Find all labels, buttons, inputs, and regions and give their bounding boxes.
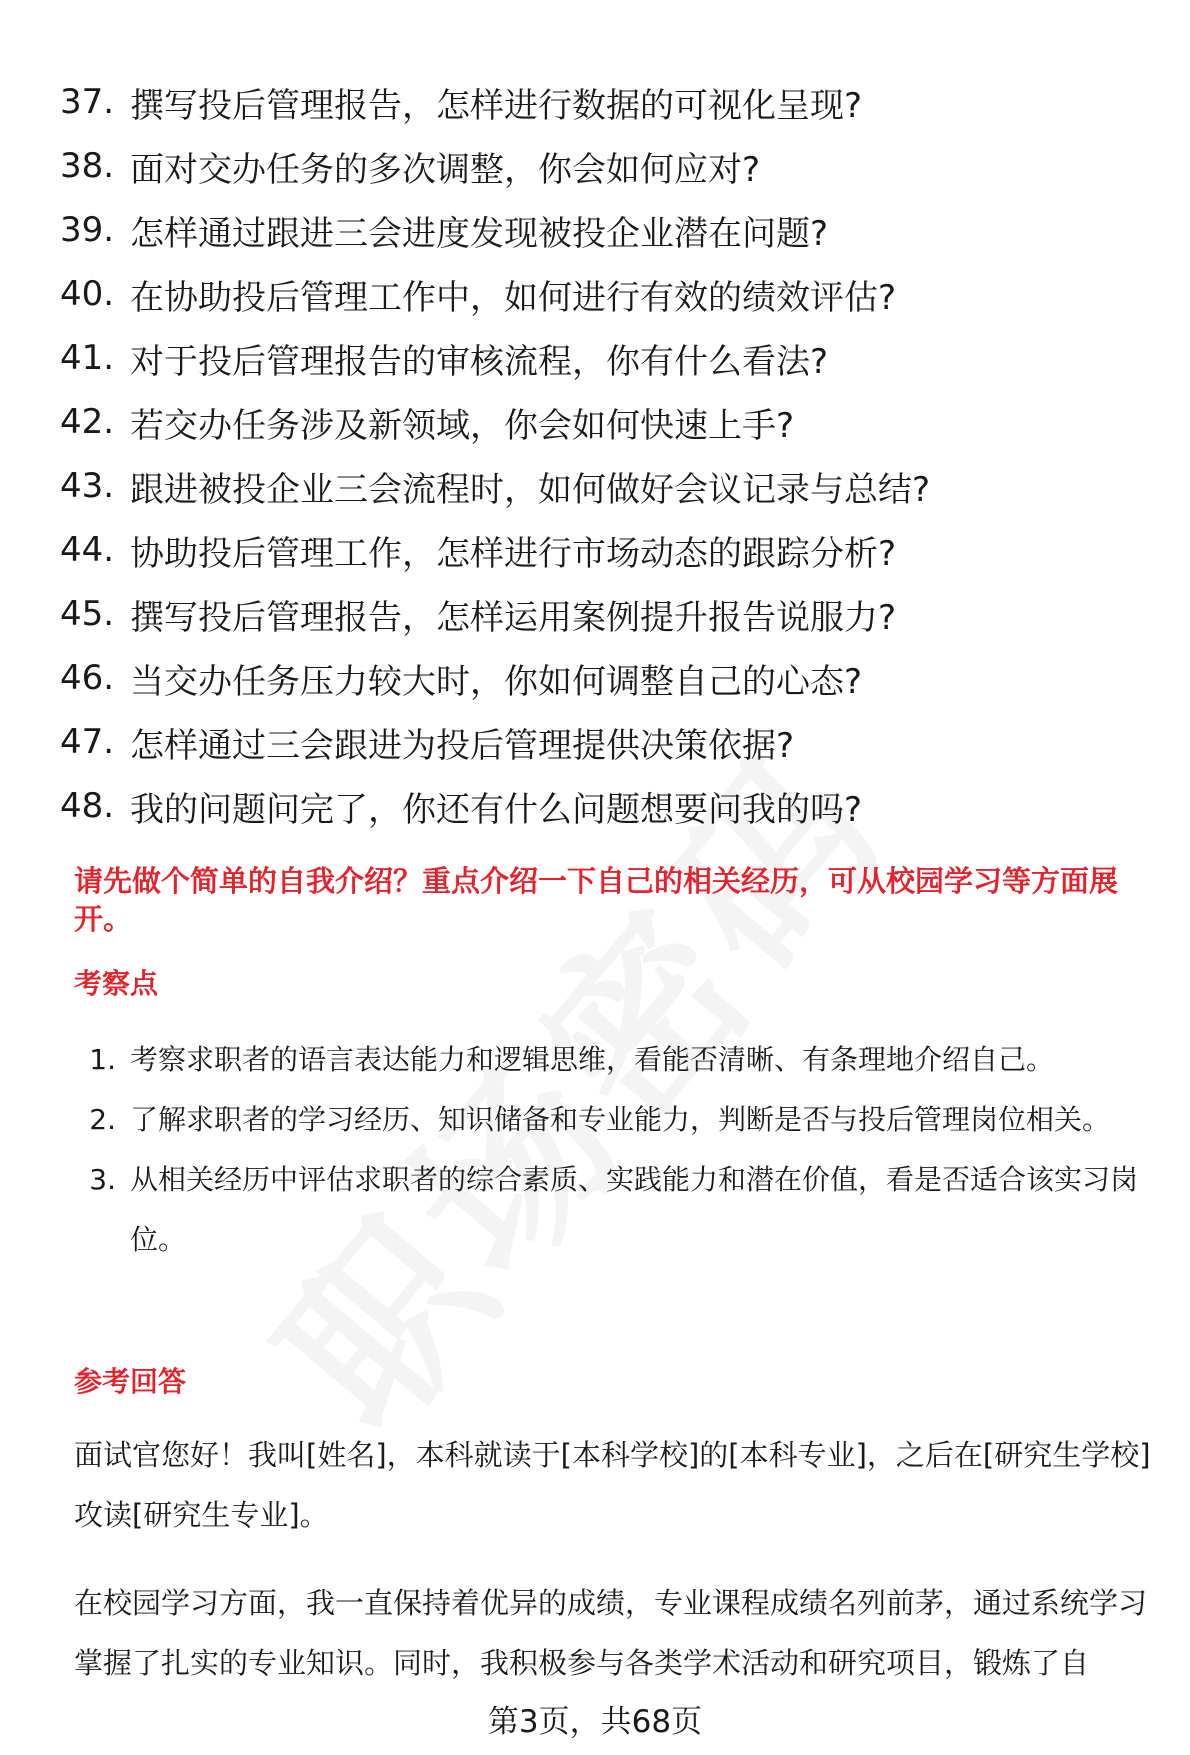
list-item <box>60 774 1160 838</box>
question-number: 37. <box>60 82 115 122</box>
question-text: 撰写投后管理报告，怎样运用案例提升报告说服力? <box>130 597 897 638</box>
question-number: 40. <box>60 274 115 314</box>
question-number: 44. <box>60 530 115 570</box>
list-item <box>60 518 1160 582</box>
question-number: 47. <box>60 722 115 762</box>
question-text: 跟进被投企业三会流程时，如何做好会议记录与总结? <box>130 469 931 510</box>
question-text: 撰写投后管理报告，怎样进行数据的可视化呈现? <box>130 85 863 126</box>
point-number: 3. <box>89 1163 116 1196</box>
question-text: 在协助投后管理工作中，如何进行有效的绩效评估? <box>130 277 897 318</box>
list-item <box>60 582 1160 646</box>
list-item <box>60 262 1160 326</box>
question-text: 协助投后管理工作，怎样进行市场动态的跟踪分析? <box>130 533 897 574</box>
list-item <box>74 1150 1154 1270</box>
question-number: 42. <box>60 402 115 442</box>
question-text: 对于投后管理报告的审核流程，你有什么看法? <box>130 341 829 382</box>
question-text: 怎样通过跟进三会进度发现被投企业潜在问题? <box>130 213 829 254</box>
list-item <box>74 1090 1154 1150</box>
list-item <box>74 1030 1154 1090</box>
points-title: 考察点 <box>74 967 159 1000</box>
list-item <box>60 198 1160 262</box>
list-item <box>60 134 1160 198</box>
point-number: 1. <box>89 1043 116 1076</box>
question-text: 怎样通过三会跟进为投后管理提供决策依据? <box>130 725 795 766</box>
question-number: 45. <box>60 594 115 634</box>
question-number: 39. <box>60 210 115 250</box>
answer-paragraph: 面试官您好！我叫[姓名]，本科就读于[本科学校]的[本科专业]，之后在[研究生学校]攻读[研究生专业]。 <box>74 1438 1151 1532</box>
point-number: 2. <box>89 1103 116 1136</box>
question-text: 我的问题问完了，你还有什么问题想要问我的吗? <box>130 789 863 830</box>
question-list <box>60 70 1160 838</box>
points-list <box>74 1030 1154 1270</box>
point-text: 了解求职者的学习经历、知识储备和专业能力，判断是否与投后管理岗位相关。 <box>130 1103 1111 1136</box>
question-number: 38. <box>60 146 115 186</box>
list-item <box>60 390 1160 454</box>
question-text: 当交办任务压力较大时，你如何调整自己的心态? <box>130 661 863 702</box>
answer-paragraph: 在校园学习方面，我一直保持着优异的成绩，专业课程成绩名列前茅，通过系统学习掌握了扎实的专业知识。同时，我积极参与各类学术活动和研究项目，锻炼了自 <box>74 1586 1148 1680</box>
answer-title: 参考回答 <box>74 1365 187 1398</box>
question-number: 48. <box>60 786 115 826</box>
question-text: 面对交办任务的多次调整，你会如何应对? <box>130 149 761 190</box>
list-item <box>60 70 1160 134</box>
question-text: 若交办任务涉及新领域，你会如何快速上手? <box>130 405 795 446</box>
point-text: 考察求职者的语言表达能力和逻辑思维，看能否清晰、有条理地介绍自己。 <box>130 1043 1055 1076</box>
question-number: 46. <box>60 658 115 698</box>
list-item <box>60 454 1160 518</box>
list-item <box>60 646 1160 710</box>
question-number: 41. <box>60 338 115 378</box>
section-heading: 请先做个简单的自我介绍？重点介绍一下自己的相关经历，可从校园学习等方面展开。 <box>74 864 1119 936</box>
page-footer: 第3页，共68页 <box>487 1704 703 1740</box>
list-item <box>60 326 1160 390</box>
list-item <box>60 710 1160 774</box>
question-number: 43. <box>60 466 115 506</box>
point-text: 从相关经历中评估求职者的综合素质、实践能力和潜在价值，看是否适合该实习岗位。 <box>130 1163 1139 1256</box>
